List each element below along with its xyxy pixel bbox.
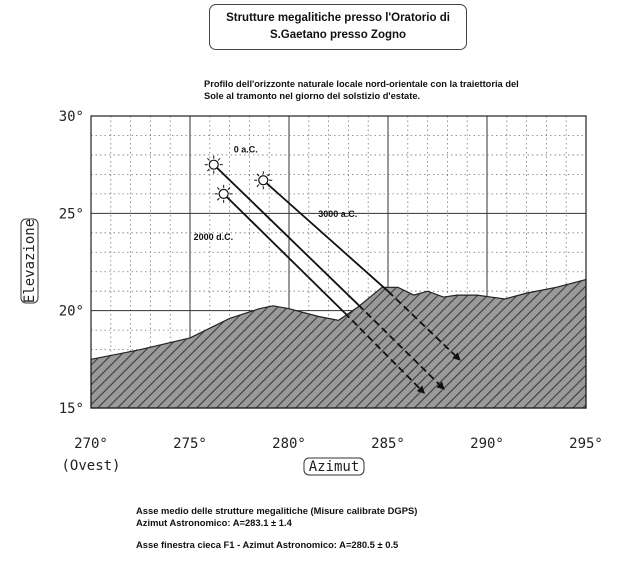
horizon-fill-layer	[91, 280, 586, 408]
chart-subtitle-line2: Sole al tramonto nel giorno del solstizio d'estate.	[204, 91, 421, 101]
y-tick-label: 20°	[58, 303, 84, 320]
x-tick-label: 270°	[74, 436, 108, 452]
note-axis-azimuth: Azimut Astronomico: A=283.1 ± 1.4	[136, 517, 292, 528]
y-tick-label: 25°	[58, 206, 84, 223]
sun-path-visible-segment	[214, 165, 359, 305]
note-window-azimuth: Asse finestra cieca F1 - Azimut Astronomico: A=280.5 ± 0.5	[136, 539, 399, 550]
x-tick-label: 280°	[272, 436, 306, 452]
sun-icon	[205, 156, 223, 174]
horizon-profile	[91, 280, 586, 408]
x-axis-title	[304, 458, 364, 475]
sun-icon	[254, 171, 272, 189]
svg-text:Elevazione: Elevazione	[22, 218, 38, 304]
chart-title-line2: S.Gaetano presso Zogno	[269, 29, 407, 41]
sun-icon	[215, 185, 233, 203]
svg-text:Azimut: Azimut	[308, 459, 360, 475]
sun-path-visible-segment	[263, 180, 388, 291]
x-tick-label: 295°	[569, 436, 603, 452]
x-tick-label: 285°	[371, 436, 405, 452]
measurement-notes	[136, 505, 576, 551]
y-tick-label: 30°	[58, 109, 84, 125]
sun-path-label: 0 a.C.	[233, 144, 258, 155]
x-sub-label: (Ovest)	[61, 458, 121, 474]
sun-path-label: 2000 d.C.	[193, 231, 234, 242]
y-tick-label: 15°	[58, 401, 84, 417]
note-axis-title: Asse medio delle strutture megalitiche (Misure calibrate DGPS)	[136, 505, 418, 516]
chart-title-line1: Strutture megalitiche presso l'Oratorio di	[226, 12, 450, 24]
y-axis-title	[21, 219, 38, 303]
sun-path-label: 3000 a.C.	[318, 209, 358, 220]
chart-subtitle-line1: Profilo dell'orizzonte naturale locale nord-orientale con la traiettoria del	[204, 79, 519, 89]
x-tick-label: 275°	[173, 436, 207, 452]
x-tick-label: 290°	[470, 436, 504, 452]
